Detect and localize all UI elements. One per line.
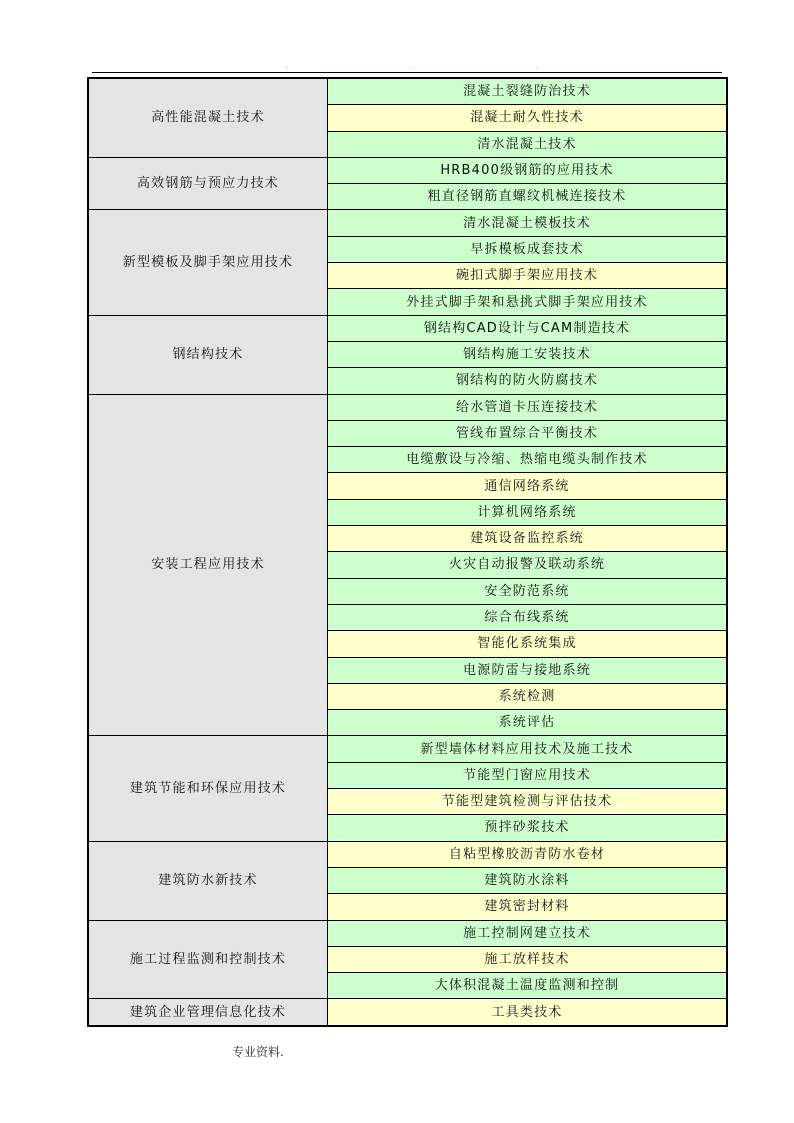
- technology-item-cell: 火灾自动报警及联动系统: [328, 552, 728, 578]
- technology-item-cell: 粗直径钢筋直螺纹机械连接技术: [328, 184, 728, 210]
- technology-item-cell: 智能化系统集成: [328, 631, 728, 657]
- technology-item-cell: 电源防雷与接地系统: [328, 657, 728, 683]
- footer-note: 专业资料.: [232, 1045, 284, 1059]
- technology-item-cell: HRB400级钢筋的应用技术: [328, 157, 728, 183]
- technology-item-cell: 计算机网络系统: [328, 499, 728, 525]
- category-cell: 建筑节能和环保应用技术: [88, 736, 328, 841]
- table-row: [88, 920, 727, 946]
- technology-item-cell: 钢结构CAD设计与CAM制造技术: [328, 315, 728, 341]
- technology-item-cell: 安全防范系统: [328, 578, 728, 604]
- technology-item-cell: 外挂式脚手架和悬挑式脚手架应用技术: [328, 289, 728, 315]
- category-cell: 新型模板及脚手架应用技术: [88, 210, 328, 315]
- technology-item-cell: 施工控制网建立技术: [328, 920, 728, 946]
- category-cell: 钢结构技术: [88, 315, 328, 394]
- category-cell: 高性能混凝土技术: [88, 78, 328, 157]
- technology-item-cell: 施工放样技术: [328, 946, 728, 972]
- technology-table-body: [88, 78, 727, 1026]
- technology-item-cell: 建筑设备监控系统: [328, 526, 728, 552]
- technology-item-cell: 通信网络系统: [328, 473, 728, 499]
- technology-item-cell: 建筑密封材料: [328, 894, 728, 920]
- technology-item-cell: 系统评估: [328, 710, 728, 736]
- technology-item-cell: 系统检测: [328, 683, 728, 709]
- table-row: [88, 841, 727, 867]
- table-row: [88, 157, 727, 183]
- technology-item-cell: 节能型门窗应用技术: [328, 762, 728, 788]
- table-row: [88, 736, 727, 762]
- technology-item-cell: 建筑防水涂料: [328, 867, 728, 893]
- technology-item-cell: 自粘型橡胶沥青防水卷材: [328, 841, 728, 867]
- table-row: [88, 315, 727, 341]
- technology-item-cell: 钢结构施工安装技术: [328, 341, 728, 367]
- category-cell: 高效钢筋与预应力技术: [88, 157, 328, 210]
- category-cell: 建筑企业管理信息化技术: [88, 999, 328, 1026]
- technology-item-cell: 混凝土耐久性技术: [328, 105, 728, 131]
- technology-item-cell: 清水混凝土模板技术: [328, 210, 728, 236]
- technology-table: [87, 77, 728, 1027]
- table-row: [88, 78, 727, 105]
- header-dot: .: [410, 63, 412, 70]
- technology-item-cell: 新型墙体材料应用技术及施工技术: [328, 736, 728, 762]
- header-dot: .: [536, 63, 538, 70]
- technology-item-cell: 管线布置综合平衡技术: [328, 420, 728, 446]
- technology-item-cell: 节能型建筑检测与评估技术: [328, 789, 728, 815]
- category-cell: 施工过程监测和控制技术: [88, 920, 328, 999]
- technology-item-cell: 混凝土裂缝防治技术: [328, 78, 728, 105]
- technology-item-cell: 大体积混凝土温度监测和控制: [328, 973, 728, 999]
- category-cell: 建筑防水新技术: [88, 841, 328, 920]
- technology-item-cell: 钢结构的防火防腐技术: [328, 368, 728, 394]
- table-row: [88, 210, 727, 236]
- header-dot: .: [286, 63, 288, 70]
- table-row: [88, 394, 727, 420]
- technology-item-cell: 预拌砂浆技术: [328, 815, 728, 841]
- category-cell: 安装工程应用技术: [88, 394, 328, 736]
- technology-item-cell: 给水管道卡压连接技术: [328, 394, 728, 420]
- technology-item-cell: 工具类技术: [328, 999, 728, 1026]
- technology-item-cell: 早拆模板成套技术: [328, 236, 728, 262]
- technology-item-cell: 电缆敷设与冷缩、热缩电缆头制作技术: [328, 447, 728, 473]
- header-rule: [92, 72, 722, 73]
- header-dots: [0, 64, 794, 72]
- technology-item-cell: 碗扣式脚手架应用技术: [328, 263, 728, 289]
- table-row: [88, 999, 727, 1026]
- technology-item-cell: 综合布线系统: [328, 604, 728, 630]
- technology-item-cell: 清水混凝土技术: [328, 131, 728, 157]
